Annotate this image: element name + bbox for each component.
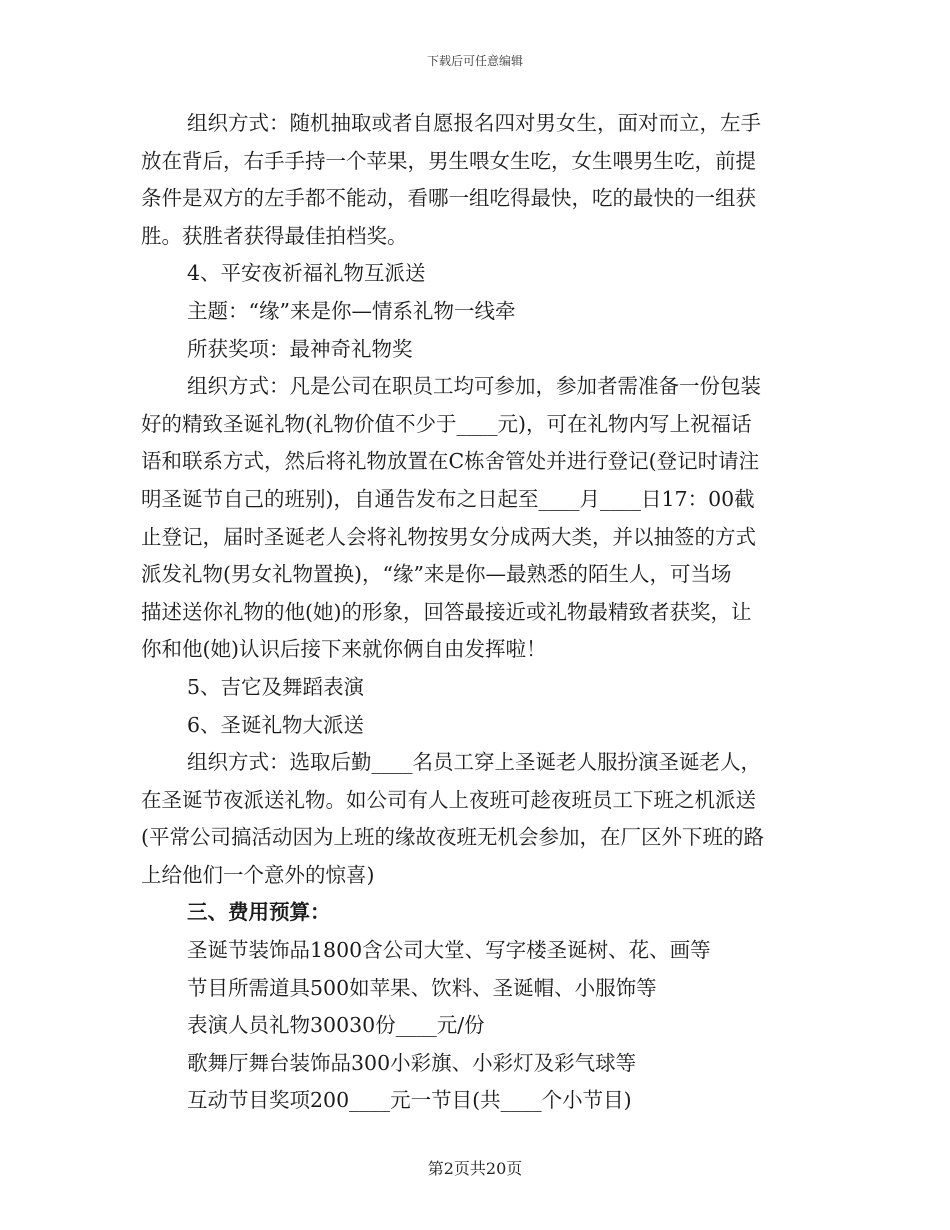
section-heading-4: 4、平安夜祈福礼物互派送 <box>187 261 426 286</box>
budget-item: 歌舞厅舞台装饰品300小彩旗、小彩灯及彩气球等 <box>187 1050 637 1075</box>
section-heading-6: 6、圣诞礼物大派送 <box>187 712 365 737</box>
section-heading-5: 5、吉它及舞蹈表演 <box>187 674 365 699</box>
section-heading-budget: 三、费用预算： <box>187 900 331 925</box>
budget-item: 圣诞节装饰品1800含公司大堂、写字楼圣诞树、花、画等 <box>187 938 711 963</box>
budget-item: 互动节目奖项200____元一节目(共____个小节目) <box>187 1088 632 1113</box>
page-footer: 第2页共20页 <box>427 1159 523 1178</box>
paragraph-line: 派发礼物(男女礼物置换)，“缘”来是你—最熟悉的陌生人，可当场 <box>141 562 732 587</box>
document-body <box>141 105 811 1120</box>
paragraph-line: 所获奖项：最神奇礼物奖 <box>187 336 413 361</box>
paragraph-line: 放在背后，右手手持一个苹果，男生喂女生吃，女生喂男生吃，前提 <box>141 148 756 173</box>
paragraph-line: 上给他们一个意外的惊喜) <box>141 862 375 887</box>
paragraph-line: 好的精致圣诞礼物(礼物价值不少于____元)，可在礼物内写上祝福话 <box>141 411 752 436</box>
paragraph-line: 你和他(她)认识后接下来就你俩自由发挥啦！ <box>141 637 547 662</box>
paragraph-line: 条件是双方的左手都不能动，看哪一组吃得最快，吃的最快的一组获 <box>141 186 756 211</box>
budget-item: 节目所需道具500如苹果、饮料、圣诞帽、小服饰等 <box>187 975 657 1000</box>
paragraph-line: 胜。获胜者获得最佳拍档奖。 <box>141 223 408 248</box>
paragraph-line: 语和联系方式，然后将礼物放置在C栋舍管处并进行登记(登记时请注 <box>141 449 760 474</box>
paragraph-line: 组织方式：选取后勤____名员工穿上圣诞老人服扮演圣诞老人， <box>187 750 761 775</box>
paragraph-line: 止登记，届时圣诞老人会将礼物按男女分成两大类，并以抽签的方式 <box>141 524 756 549</box>
budget-item: 表演人员礼物30030份____元/份 <box>187 1013 485 1038</box>
paragraph-line: (平常公司搞活动因为上班的缘故夜班无机会参加，在厂区外下班的路 <box>141 825 764 850</box>
paragraph-line: 组织方式：随机抽取或者自愿报名四对男女生，面对而立，左手 <box>187 111 761 135</box>
paragraph-line: 明圣诞节自己的班别)，自通告发布之日起至____月____日17：00截 <box>141 486 755 511</box>
paragraph-line: 主题：“缘”来是你—情系礼物一线牵 <box>187 298 516 323</box>
paragraph-line: 组织方式：凡是公司在职员工均可参加，参加者需准备一份包装 <box>187 374 761 399</box>
paragraph-line: 在圣诞节夜派送礼物。如公司有人上夜班可趁夜班员工下班之机派送 <box>141 787 756 812</box>
page-header: 下载后可任意编辑 <box>426 54 523 68</box>
paragraph-line: 描述送你礼物的他(她)的形象，回答最接近或礼物最精致者获奖，让 <box>141 599 752 624</box>
